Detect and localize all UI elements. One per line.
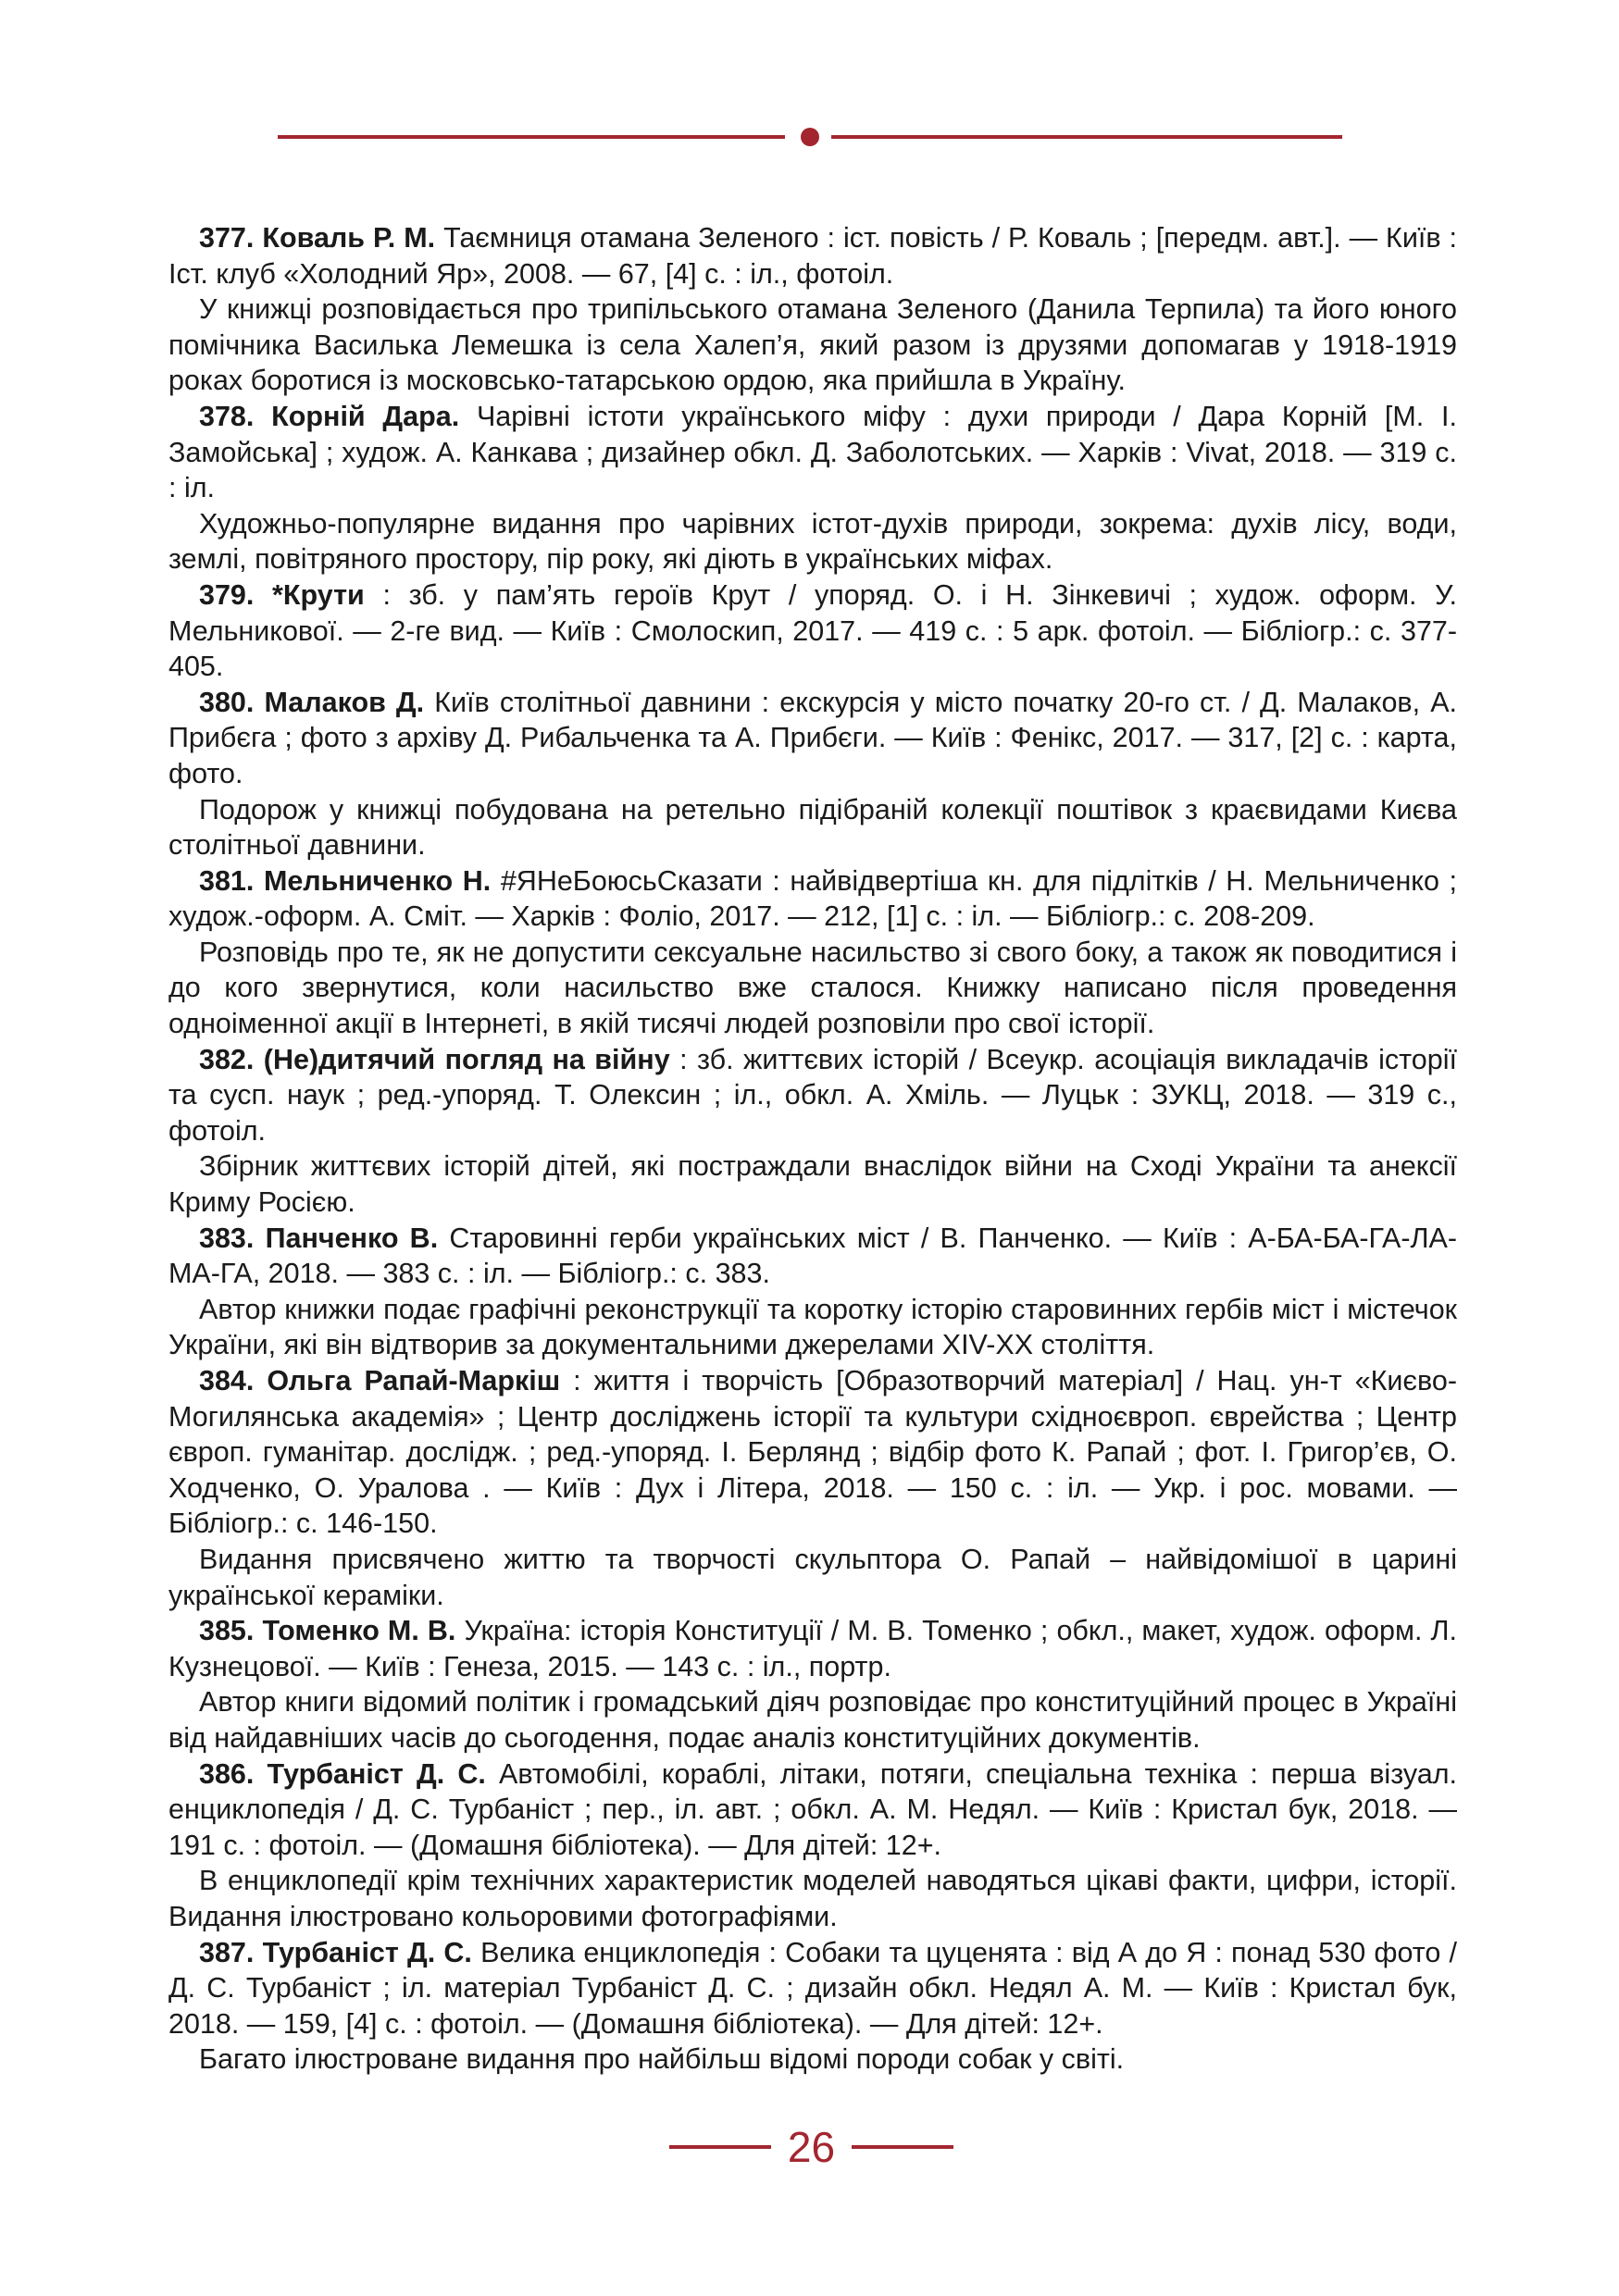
footer-line-right (852, 2145, 953, 2149)
ornament-line-left (278, 135, 785, 139)
entry-378 (168, 399, 1457, 506)
entry-number: 382. (199, 1043, 255, 1075)
entry-description: : зб. у пам’ять героїв Крут / упоряд. О. і Н. Зінкевичі ; худож. оформ. У. Мельникової. — 2-ге вид. — Київ : Смолоскип, 2017. — 419 с. : 5 арк. фотоіл. — Бібліогр.: с. 377-405. (168, 578, 1457, 683)
entry-382 (168, 1042, 1457, 1149)
entry-author: Малаков Д. (264, 686, 425, 718)
entry-heading (199, 222, 435, 254)
entry-annotation: Видання присвячено життю та творчості скульптора О. Рапай – найвідомішої в царині української кераміки. (168, 1543, 1457, 1611)
entry-annotation: В енциклопедії крім технічних характеристик моделей наводяться цікаві факти, цифри, історії. Видання ілюстровано кольоровими фотографіями. (168, 1865, 1457, 1932)
entry-number: 381. (199, 864, 255, 897)
entry-author: Турбаніст Д. С. (267, 1757, 486, 1790)
entry-author: Мельниченко Н. (263, 864, 492, 897)
entry-annotation: Розповідь про те, як не допустити сексуальне насильство зі свого боку, а також як поводитися і до кого звернутися, коли насильство вже сталося. Книжку написано після проведення одноіменної акції в Інтернеті, в якій тисячі людей розповіли про свої історії. (168, 936, 1457, 1040)
entry-annotation: Збірник життєвих історій дітей, які постраждали внаслідок війни на Сході України та анексії Криму Росією. (168, 1150, 1457, 1219)
entry-385 (168, 1613, 1457, 1684)
ornament-dot (801, 128, 819, 146)
entry-description: : життя і творчість [Образотворчий матеріал] / Нац. ун-т «Києво-Могилянська академія» ; Центр досліджень історії та культури східноєвроп. єврейства ; Центр європ. гуманітар. дослідж. ; ред.-упоряд. І. Берлянд ; відбір фото К. Рапай ; фот. І. Григор’єв, О. Ходченко, О. Уралова . — Київ : Дух і Літера, 2018. — 150 с. : іл. — Укр. і рос. мовами. — Бібліогр.: с. 146-150. (168, 1365, 1457, 1540)
entry-heading (199, 401, 459, 432)
entry-author: Корній Дара. (271, 400, 460, 432)
entry-heading (199, 1365, 560, 1396)
entry-number: 386. (199, 1757, 255, 1790)
entry-387 (168, 1935, 1457, 2042)
entry-annotation: Художньо-популярне видання про чарівних істот-духів природи, зокрема: духів лісу, води, землі, повітряного простору, пір року, які діють в українських міфах. (168, 507, 1457, 576)
entry-annotation: Автор книги відомий політик і громадський діяч розповідає про конституційний процес в Україні від найдавніших часів до сьогодення, подає аналіз конституційних документів. (168, 1686, 1457, 1754)
page-footer (0, 2119, 1619, 2175)
ornament-line-right (831, 135, 1342, 139)
entry-annotation: Багато ілюстроване видання про найбільш відомі породи собак у світі. (199, 2043, 1125, 2076)
entry-author: Коваль Р. М. (262, 222, 436, 254)
entry-381 (168, 863, 1457, 935)
entry-heading (199, 1222, 438, 1254)
entry-description: Україна: історія Конституції / М. В. Томенко ; обкл., макет, худож. оформ. Л. Кузнецової. — Київ : Генеза, 2015. — 143 с. : іл., портр. (168, 1615, 1457, 1682)
entry-author: Панченко В. (265, 1222, 439, 1254)
entry-number: 383. (199, 1222, 255, 1254)
entry-heading (199, 1615, 455, 1646)
entry-annotation: У книжці розповідається про трипільського отамана Зеленого (Данила Терпила) та його юного помічника Василька Лемешка із села Халеп’я, який разом із друзями допомагав у 1918-1919 роках боротися із московсько-татарською ордою, яка прийшла в Україну. (168, 293, 1457, 397)
entry-author: Томенко М. В. (262, 1615, 456, 1647)
entry-author: *Крути (272, 578, 365, 611)
entry-number: 384. (199, 1365, 255, 1396)
entry-number: 380. (199, 686, 255, 718)
entry-377 (168, 220, 1457, 292)
entry-author: (Не)дитячий погляд на війну (263, 1043, 670, 1075)
entry-description: Чарівні істоти українського міфу : духи природи / Дара Корній [М. І. Замойська] ; худож. А. Канкава ; дизайнер обкл. Д. Заболотських. — Харків : Vivat, 2018. — 319 с. : іл. (168, 400, 1457, 504)
entry-description: Таємниця отамана Зеленого : іст. повість / Р. Коваль ; [передм. авт.]. — Київ : Іст. клуб «Холодний Яр», 2008. — 67, [4] с. : іл., фотоіл. (168, 222, 1457, 290)
entry-annotation: Автор книжки подає графічні реконструкції та коротку історію старовинних гербів міст і містечок України, які він відтворив за документальними джерелами XIV-XX століття. (168, 1293, 1457, 1361)
top-ornament (278, 128, 1342, 146)
entry-number: 377. (199, 222, 255, 254)
entry-number: 379. (199, 578, 255, 611)
entry-379 (168, 577, 1457, 685)
entry-description: Київ столітньої давнини : екскурсія у місто початку 20-го ст. / Д. Малаков, А. Прибєга ; фото з архіву Д. Рибальченка та А. Прибєги. — Київ : Фенікс, 2017. — 317, [2] с. : карта, фото. (168, 686, 1458, 789)
entry-description: #ЯНеБоюсьСказати : найвідвертіша кн. для підлітків / Н. Мельниченко ; худож.-оформ. А. Сміт. — Харків : Фоліо, 2017. — 212, [1] с. : іл. — Бібліогр.: с. 208-209. (168, 864, 1457, 933)
entry-heading (199, 1044, 670, 1075)
entry-author: Ольга Рапай-Маркіш (267, 1365, 561, 1396)
entry-383 (168, 1221, 1457, 1292)
entry-386 (168, 1756, 1457, 1864)
entry-author: Турбаніст Д. С. (262, 1936, 472, 1968)
entry-number: 387. (199, 1936, 255, 1968)
footer-line-left (669, 2145, 771, 2149)
entry-description: Велика енциклопедія : Собаки та цуценята : від А до Я : понад 530 фото / Д. С. Турбаніст ; іл. матеріал Турбаніст Д. С. ; дизайн обкл. Недял А. М. — Київ : Кристал бук, 2018. — 159, [4] с. : фотоіл. — (Домашня бібліотека). — Для дітей: 12+. (168, 1936, 1457, 2040)
entry-number: 385. (199, 1615, 255, 1647)
entry-description: Старовинні герби українських міст / В. Панченко. — Київ : А-БА-БА-ГА-ЛА-МА-ГА, 2018. — 383 с. : іл. — Бібліогр.: с. 383. (168, 1222, 1457, 1290)
entry-heading (199, 865, 491, 897)
entry-heading (199, 687, 424, 718)
entry-description: : зб. життєвих історій / Всеукр. асоціація викладачів історії та сусп. наук ; ред.-упоряд. Т. Олексин ; іл., обкл. А. Хміль. — Луцьк : ЗУКЦ, 2018. — 319 с., фотоіл. (168, 1043, 1457, 1147)
entry-384 (168, 1363, 1457, 1542)
bibliography-list (168, 220, 1457, 2078)
page-number: 26 (787, 2123, 836, 2171)
entry-380 (168, 685, 1457, 792)
entry-heading (199, 1758, 486, 1790)
entry-description: Автомобілі, кораблі, літаки, потяги, спеціальна техніка : перша візуал. енциклопедія / Д. С. Турбаніст ; пер., іл. авт. ; обкл. А. М. Недял. — Київ : Кристал бук, 2018. — 191 с. : фотоіл. — (Домашня бібліотека). — Для дітей: 12+. (168, 1757, 1457, 1861)
entry-annotation: Подорож у книжці побудована на ретельно підібраній колекції поштівок з краєвидами Києва столітньої давнини. (168, 793, 1457, 862)
entry-number: 378. (199, 400, 255, 432)
entry-heading (199, 1937, 472, 1968)
entry-heading (199, 579, 365, 611)
